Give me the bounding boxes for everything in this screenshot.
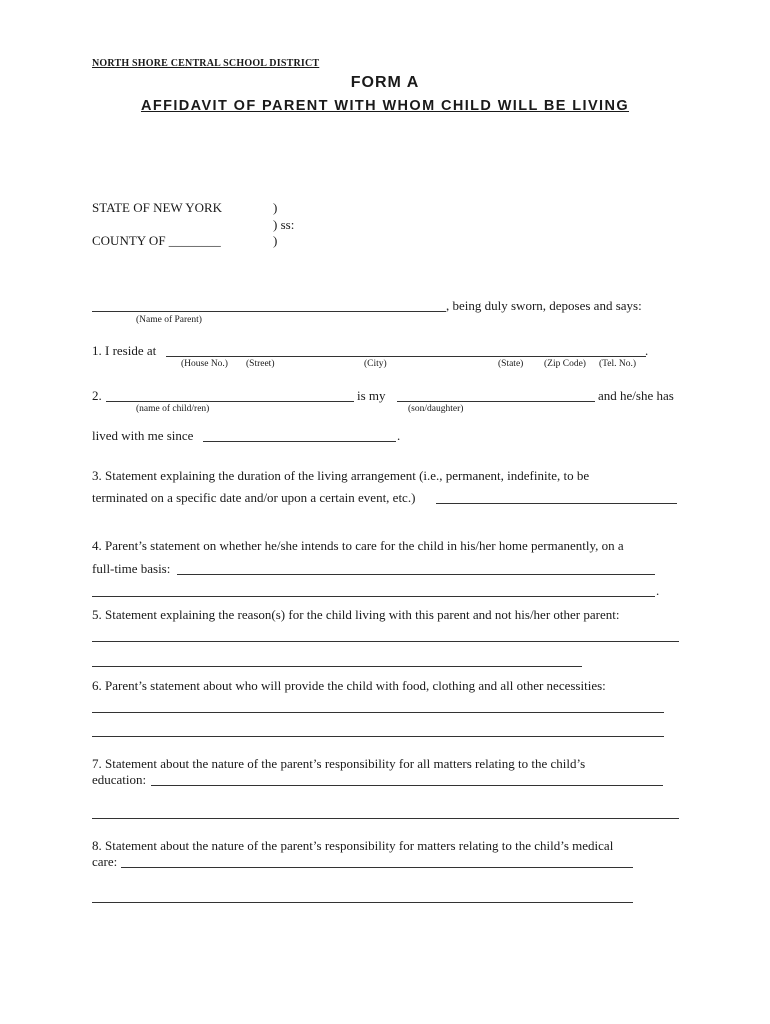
item2-is-my: is my: [357, 388, 386, 403]
form-subtitle: AFFIDAVIT OF PARENT WITH WHOM CHILD WILL BE LIVING: [140, 98, 630, 114]
venue-county: COUNTY OF ________: [92, 233, 221, 248]
parent-name-caption: (Name of Parent): [136, 315, 202, 325]
venue-paren-top: ): [273, 200, 278, 215]
duration-field[interactable]: [436, 503, 677, 504]
item6-line1: 6. Parent’s statement about who will provide the child with food, clothing and all other necessities:: [92, 678, 606, 693]
necessities-field-1[interactable]: [92, 712, 664, 713]
relationship-caption: (son/daughter): [408, 404, 464, 414]
caption-house: (House No.): [181, 359, 228, 369]
education-field-1[interactable]: [151, 785, 663, 786]
item5-line1: 5. Statement explaining the reason(s) for the child living with this parent and not his/her other parent:: [92, 607, 620, 622]
caption-city: (City): [364, 359, 387, 369]
form-title: FORM A: [350, 74, 420, 91]
item4-end: .: [656, 583, 660, 598]
lived-end: .: [397, 428, 401, 443]
medical-field-1[interactable]: [121, 867, 633, 868]
item7-line2: education:: [92, 772, 147, 787]
child-name-field[interactable]: [106, 401, 354, 402]
item2-and-has: and he/she has: [598, 388, 674, 403]
venue-paren-bottom: ): [273, 233, 278, 248]
item8-line2: care:: [92, 854, 118, 869]
item4-line1: 4. Parent’s statement on whether he/she intends to care for the child in his/her home permanently, on a: [92, 538, 624, 553]
item2-label: 2.: [92, 388, 102, 403]
caption-zip: (Zip Code): [544, 359, 586, 369]
reason-field-2[interactable]: [92, 666, 582, 667]
caption-state: (State): [498, 359, 524, 369]
oath-text: , being duly sworn, deposes and says:: [446, 298, 642, 313]
caption-tel: (Tel. No.): [599, 359, 637, 369]
parent-name-field[interactable]: [92, 311, 446, 312]
venue-ss: ) ss:: [273, 217, 295, 232]
relationship-field[interactable]: [397, 401, 595, 402]
item3-line1: 3. Statement explaining the duration of the living arrangement (i.e., permanent, indefinite, to be: [92, 468, 590, 483]
caption-street: (Street): [246, 359, 275, 369]
education-field-2[interactable]: [92, 818, 679, 819]
residence-field[interactable]: [166, 356, 646, 357]
care-intent-field-1[interactable]: [177, 574, 655, 575]
district-name: NORTH SHORE CENTRAL SCHOOL DISTRICT: [92, 58, 320, 69]
item1-end: .: [645, 343, 649, 358]
venue-state: STATE OF NEW YORK: [92, 200, 223, 215]
child-name-caption: (name of child/ren): [136, 404, 210, 414]
item8-line1: 8. Statement about the nature of the parent’s responsibility for matters relating to the child’s medical: [92, 838, 614, 853]
lived-since-field[interactable]: [203, 441, 396, 442]
medical-field-2[interactable]: [92, 902, 633, 903]
necessities-field-2[interactable]: [92, 736, 664, 737]
item3-line2: terminated on a specific date and/or upon a certain event, etc.): [92, 490, 416, 505]
item1-label: 1. I reside at: [92, 343, 157, 358]
lived-label: lived with me since: [92, 428, 194, 443]
care-intent-field-2[interactable]: [92, 596, 655, 597]
reason-field-1[interactable]: [92, 641, 679, 642]
item4-line2: full-time basis:: [92, 561, 171, 576]
item7-line1: 7. Statement about the nature of the parent’s responsibility for all matters relating to the child’s: [92, 756, 586, 771]
